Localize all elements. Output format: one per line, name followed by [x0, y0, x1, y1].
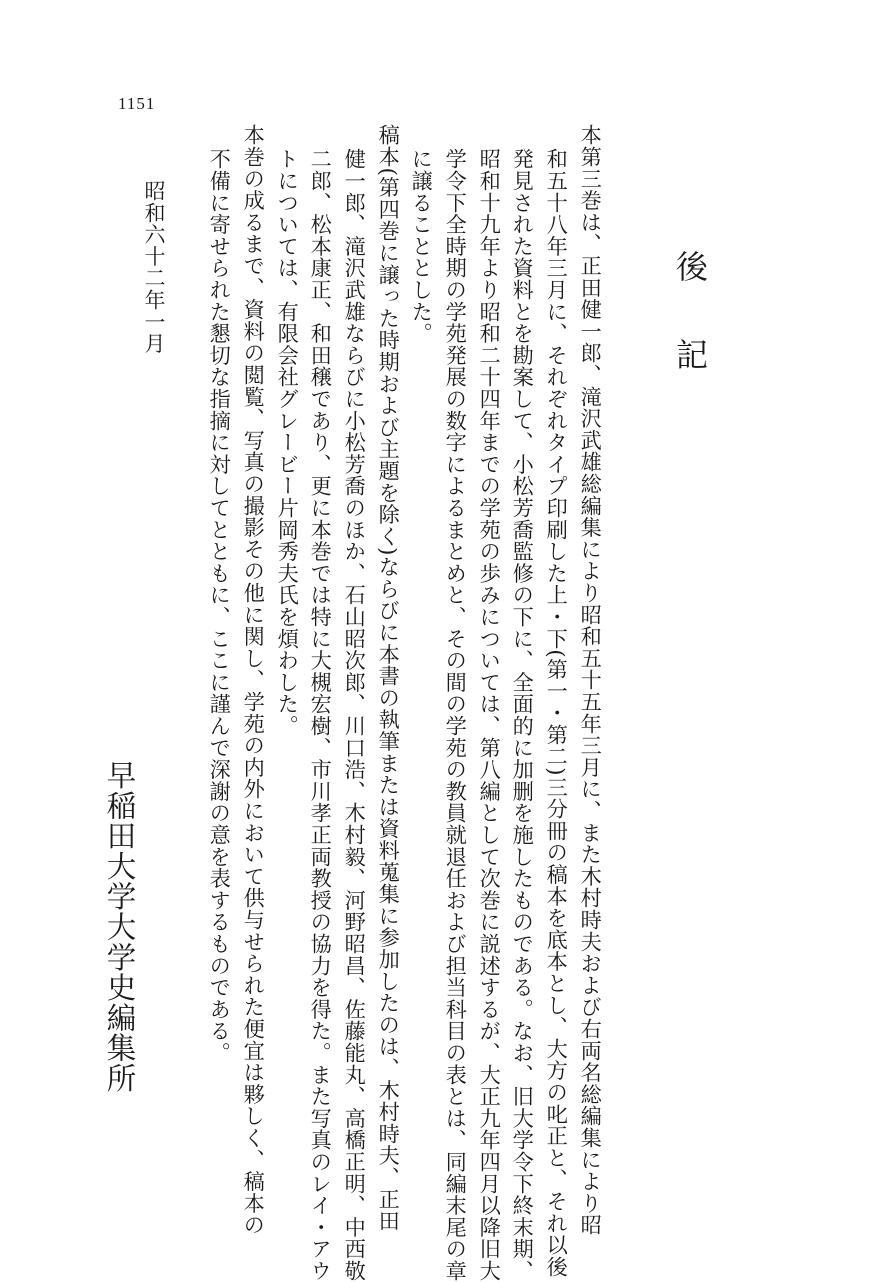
body-line-10: トについては、有限会社グレービー片岡秀夫氏を煩わした。	[275, 148, 301, 737]
body-line-11: 本巻の成るまで、資料の閲覧、写真の撮影その他に関し、学苑の内外において供与せられた便宜は夥しく、稿本の	[241, 124, 267, 1236]
title-char-2: 記	[671, 338, 709, 370]
body-line-4: 昭和十九年より昭和二十四年までの学苑の歩みについては、第八編として次巻に説述するが、大正九年四月以降旧大	[477, 148, 503, 1282]
body-line-2: 和五十八年三月に、それぞれタイプ印刷した上・下(第一・第二)三分冊の稿本を底本とし、大方の叱正と、それ以後	[544, 148, 570, 1278]
title-char-1: 後	[671, 250, 709, 282]
body-line-1: 本第三巻は、正田健一郎、滝沢武雄総編集により昭和五十五年三月に、また木村時夫および右両名総編集により昭	[578, 124, 604, 1236]
body-line-12: 不備に寄せられた懇切な指摘に対してとともに、ここに謹んで深謝の意を表するものである。	[207, 148, 233, 1064]
body-line-3: 発見された資料とを勘案して、小松芳喬監修の下に、全面的に加删を施したものである。なお、旧大学令下終末期、	[510, 148, 536, 1282]
body-line-9: 二郎、松本康正、和田穣であり、更に本巻では特に大槻宏樹、市川孝正両教授の協力を得た。また写真のレイ・アウ	[308, 148, 334, 1282]
signature: 早稲田大学大学史編集所	[102, 760, 137, 1094]
body-line-6: に譲ることとした。	[409, 148, 435, 345]
page-number: 1151	[118, 94, 156, 113]
date: 昭和六十二年一月	[142, 180, 166, 355]
body-line-8: 健一郎、滝沢武雄ならびに小松芳喬のほか、石山昭次郎、川口浩、木村毅、河野昭昌、佐藤能丸、高橋正明、中西敬	[342, 148, 368, 1282]
body-line-5: 学令下全時期の学苑発展の数字によるまとめと、その間の学苑の教員就退任および担当科目の表とは、同編末尾の章	[443, 148, 469, 1282]
body-line-7: 稿本(第四巻に譲った時期および主題を除く)ならびに本書の執筆または資料蒐集に参加したのは、木村時夫、正田	[376, 124, 402, 1232]
